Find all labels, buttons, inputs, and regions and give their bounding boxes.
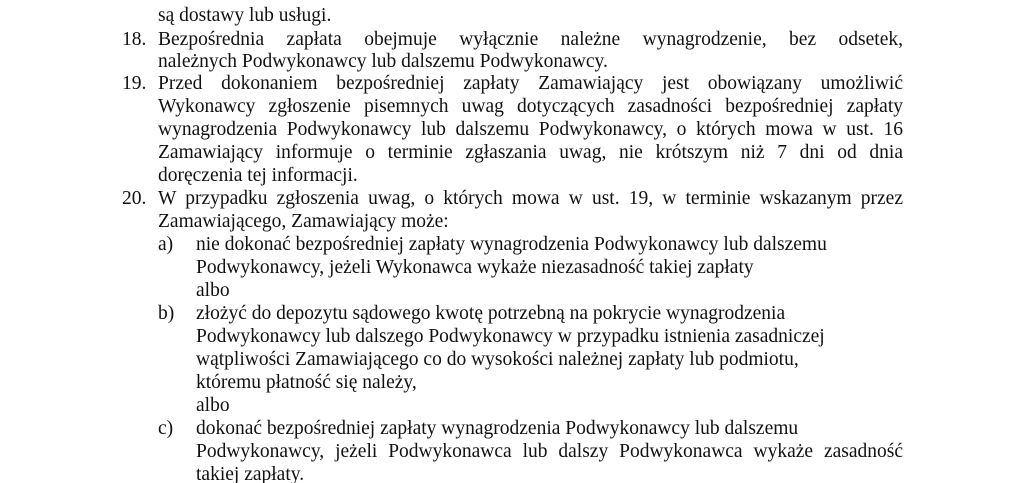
subitem-b-line-5: albo <box>196 395 230 416</box>
subitem-a-line-2: Podwykonawcy, jeżeli Wykonawca wykaże niezasadność takiej zapłaty <box>196 257 754 278</box>
subitem-b-line-2: Podwykonawcy lub dalszego Podwykonawcy w przypadku istnienia zasadniczej <box>196 326 825 347</box>
item-18-line-2: należnych Podwykonawcy lub dalszemu Podwykonawcy. <box>158 51 608 72</box>
subitem-b-line-4: któremu płatność się należy, <box>196 372 417 393</box>
subitem-letter-b: b) <box>158 303 175 324</box>
subitem-a-line-1: nie dokonać bezpośredniej zapłaty wynagrodzenia Podwykonawcy lub dalszemu <box>196 234 827 255</box>
subitem-c-line-1: dokonać bezpośredniej zapłaty wynagrodzenia Podwykonawcy lub dalszemu <box>196 418 799 439</box>
item-number-20: 20. <box>122 188 147 209</box>
item-19-line-1: Przed dokonaniem bezpośredniej zapłaty Zamawiający jest obowiązany umożliwić <box>158 73 903 94</box>
item-19-line-5: doręczenia tej informacji. <box>158 165 358 186</box>
item-20-line-1: W przypadku zgłoszenia uwag, o których mowa w ust. 19, w terminie wskazanym przez <box>158 188 903 209</box>
item-19-line-3: wynagrodzenia Podwykonawcy lub dalszemu Podwykonawcy, o których mowa w ust. 16 <box>158 119 903 140</box>
item-number-18: 18. <box>122 29 147 50</box>
subitem-a-line-3: albo <box>196 280 230 301</box>
item-20-line-2: Zamawiającego, Zamawiający może: <box>158 211 449 232</box>
subitem-c-line-2: Podwykonawcy, jeżeli Podwykonawca lub dalszy Podwykonawca wykaże zasadność <box>196 441 903 462</box>
item-number-19: 19. <box>122 73 147 94</box>
subitem-letter-a: a) <box>158 234 174 255</box>
subitem-b-line-1: złożyć do depozytu sądowego kwotę potrzebną na pokrycie wynagrodzenia <box>196 303 786 324</box>
subitem-b-line-3: wątpliwości Zamawiającego co do wysokości należnej zapłaty lub podmiotu, <box>196 349 799 370</box>
item-19-line-4: Zamawiający informuje o terminie zgłaszania uwag, nie krótszym niż 7 dni od dnia <box>158 142 903 163</box>
subitem-letter-c: c) <box>158 418 174 439</box>
item-18-line-1: Bezpośrednia zapłata obejmuje wyłącznie należne wynagrodzenie, bez odsetek, <box>158 29 903 50</box>
subitem-c-line-3: takiej zapłaty. <box>196 464 305 483</box>
lead-fragment-text: są dostawy lub usługi. <box>158 5 332 26</box>
item-19-line-2: Wykonawcy zgłoszenie pisemnych uwag dotyczących zasadności bezpośredniej zapłaty <box>158 96 903 117</box>
